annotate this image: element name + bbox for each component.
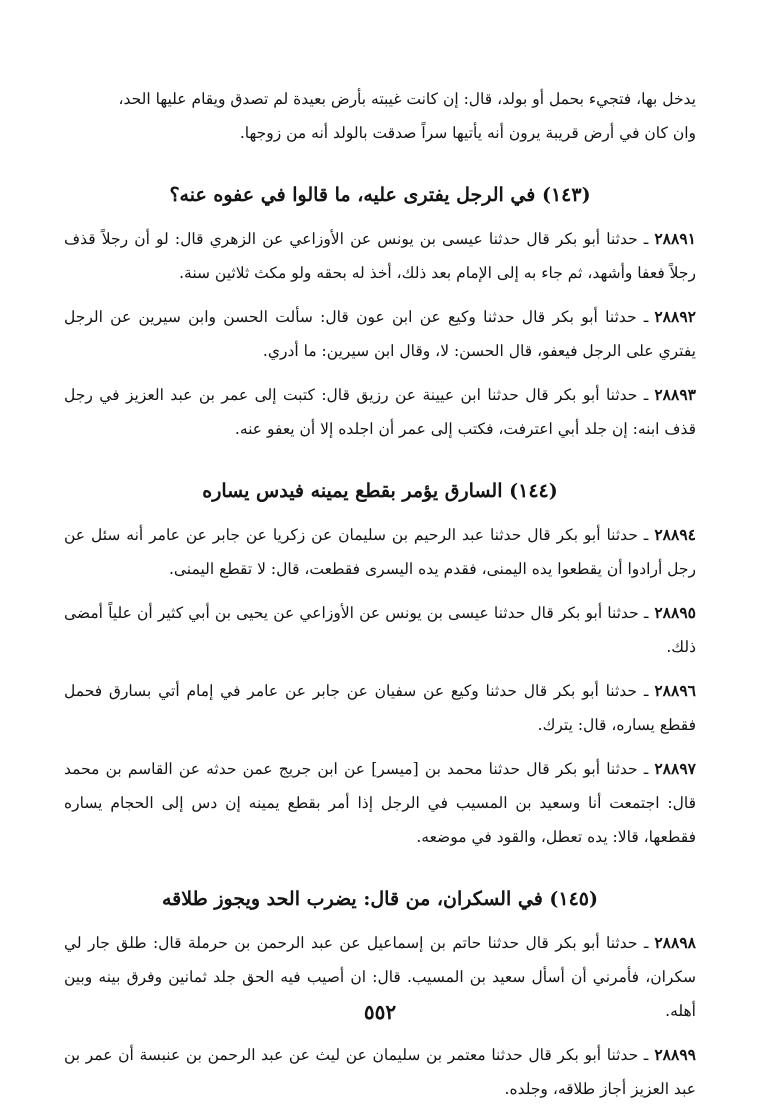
hadith-entry: [64, 596, 696, 664]
hadith-text: ـ حدثنا أبو بكر قال حدثنا وكيع عن ابن عون قال: سألت الحسن وابن سيرين عن الرجل يفتري على الرجل فيعفو، قال الحسن: لا، وقال ابن سيرين: ما أدري.: [64, 308, 696, 360]
hadith-number: ٢٨٨٩٨: [654, 933, 696, 952]
hadith-text: ـ حدثنا أبو بكر قال حدثنا معتمر بن سليمان عن ليث عن عبد الرحمن بن عنبسة أن عمر بن عبد العزيز أجاز طلاقه، وجلده.: [64, 1046, 696, 1098]
intro-line: يدخل بها، فتجيء بحمل أو بولد، قال: إن كانت غيبته بأرض بعيدة لم تصدق ويقام عليها الحد،: [118, 90, 696, 108]
chapter-heading: (١٤٣) في الرجل يفترى عليه، ما قالوا في عفوه عنه؟: [169, 184, 591, 206]
hadith-number: ٢٨٨٩٦: [654, 681, 696, 700]
hadith-text: ـ حدثنا أبو بكر قال حدثنا عيسى بن يونس عن الأوزاعي عن يحيى بن أبي كثير أن علياً أمضى ذلك.: [64, 604, 696, 656]
hadith-text: ـ حدثنا أبو بكر قال حدثنا ابن عيينة عن رزيق قال: كتبت إلى عمر بن عبد العزيز في رجل قذف ابنه: إن جلد أبي اعترفت، فكتب إلى عمر أن اجلده إلا أن يعفو عنه.: [64, 386, 696, 438]
hadith-text: ـ حدثنا أبو بكر قال حدثنا عيسى بن يونس عن الأوزاعي عن الزهري قال: لو أن رجلاً قذف رجلاً فعفا وأشهد، ثم جاء به إلى الإمام بعد ذلك، أخذ له بحقه ولو مكث ثلاثين سنة.: [64, 230, 696, 282]
hadith-number: ٢٨٨٩٣: [654, 385, 696, 404]
hadith-entry: [64, 222, 696, 290]
hadith-entry: [64, 518, 696, 586]
hadith-number: ٢٨٨٩٧: [654, 759, 696, 778]
hadith-text: ـ حدثنا أبو بكر قال حدثنا محمد بن [ميسر] عن ابن جريج عمن حدثه عن القاسم بن محمد قال: اجتمعت أنا وسعيد بن المسيب في الرجل إذا أمر بقطع يمينه إن دس إلى الحجام يساره فقطعها، قالا: يده تعطل، والقود في موضعه.: [64, 760, 696, 846]
hadith-number: ٢٨٨٩٥: [654, 603, 696, 622]
hadith-text: ـ حدثنا أبو بكر قال حدثنا حاتم بن إسماعيل عن عبد الرحمن بن حرملة قال: طلق جار لي سكران، فأمرني أن أسأل سعيد بن المسيب. قال: ان أصيب فيه الحق جلد ثمانين وفرق بينه وبين أهله.: [64, 934, 696, 1020]
chapter-heading: (١٤٥) في السكران، من قال: يضرب الحد ويجوز طلاقه: [161, 888, 599, 910]
hadith-entry: [64, 1038, 696, 1106]
page-number: ٥٥٢: [363, 1000, 397, 1024]
hadith-number: ٢٨٨٩١: [654, 229, 696, 248]
hadith-entry: [64, 674, 696, 742]
intro-line: وان كان في أرض قريبة يرون أنه يأتيها سراً صدقت بالولد أنه من زوجها.: [239, 124, 696, 142]
hadith-number: ٢٨٨٩٩: [654, 1045, 696, 1064]
intro-paragraph: [64, 82, 696, 150]
hadith-number: ٢٨٨٩٤: [654, 525, 696, 544]
hadith-entry: [64, 378, 696, 446]
hadith-text: ـ حدثنا أبو بكر قال حدثنا عبد الرحيم بن سليمان عن زكريا عن جابر عن عامر أنه سئل عن رجل أرادوا أن يقطعوا يده اليمنى، فقدم يده اليسرى فقطعت، قال: لا تقطع اليمنى.: [64, 526, 696, 578]
hadith-text: ـ حدثنا أبو بكر قال حدثنا وكيع عن سفيان عن جابر عن عامر في إمام أتي بسارق فحمل فقطع يساره، قال: يترك.: [64, 682, 696, 734]
hadith-entry: [64, 752, 696, 854]
hadith-entry: [64, 300, 696, 368]
chapter-heading: (١٤٤) السارق يؤمر بقطع يمينه فيدس يساره: [202, 480, 558, 502]
hadith-number: ٢٨٨٩٢: [654, 307, 696, 326]
